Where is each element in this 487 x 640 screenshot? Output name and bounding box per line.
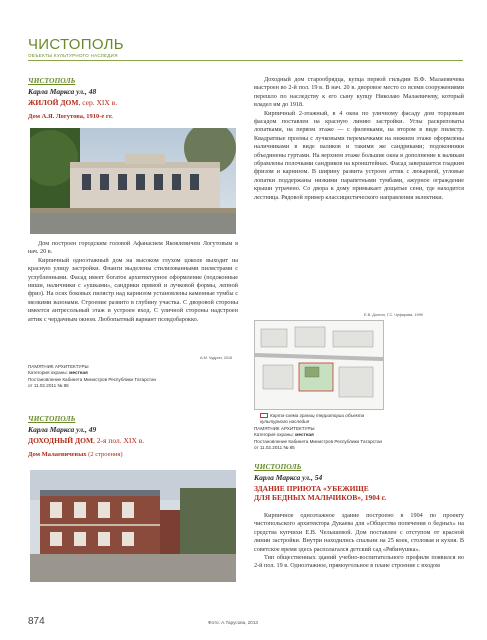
object-2-protection	[254, 426, 464, 452]
object-2-dom-rest: (2 строения)	[86, 451, 123, 458]
decree-date: от 11.02.2011 № 85	[28, 383, 69, 389]
object-1-title-rest: , сер. XIX в.	[78, 98, 118, 107]
object-1-dom: Дом А.Я. Логутова, 1910-е гг.	[28, 113, 113, 120]
site-map-drawing	[255, 321, 383, 409]
decree-text: Постановление Кабинета Министров Республики Татарстан	[254, 438, 383, 444]
category-value: местная	[295, 432, 314, 438]
object-2-title	[28, 436, 238, 445]
header-rule	[28, 60, 463, 61]
decree-date: от 11.02.2011 № 85	[254, 445, 295, 451]
object-2-paragraph: Кирпичный 2-этажный, в 4 окна по уличному фасаду дом торцовым фасадом поставлен на красную линию застройки. Углы раскреповаты лопатками, на первом этаже — с филенками, на втором в виде пилястр. Квадратные проемы с лучковыми перемычками на нижнем этаже оформлены наличниками в виде валиков и такими же сандриками; подоконники объединены гуртами. На верхнем этаже большие окна в дополнение к валикам обрамлены полочками сандриков на кронштейнах. Фасад завершается гладким фризом и карнизом. В ширину развита устроен аттик с люкарной, угловые лопатки поддержаны низкими парапетными тумбами, ажурное ограждение крыши утрачено. Со двора к дому примыкает дощатые сени, где находится лестница. Рядовой пример классицистического направления эклектики.	[254, 109, 464, 201]
category-label: Категория охраны:	[28, 370, 70, 376]
object-2-dom-main: Дом Малаевичевых	[28, 451, 87, 458]
object-2-photo	[30, 470, 236, 582]
object-2-title-main: ДОХОДНЫЙ ДОМ	[28, 436, 94, 445]
site-map	[254, 320, 384, 410]
object-2-heading	[28, 414, 238, 458]
object-3-text	[254, 512, 464, 571]
category-value: местная	[69, 370, 88, 376]
legend-swatch-icon	[260, 413, 268, 418]
object-3-title-line1: ЗДАНИЕ ПРИЮТА «УБЕЖИЩЕ	[254, 484, 369, 493]
map-caption	[260, 413, 390, 425]
page-number: 874	[28, 616, 45, 627]
object-3-title	[254, 484, 464, 502]
object-3-address: Карла Маркса ул., 54	[254, 473, 323, 482]
object-3-paragraph: Кирпичное одноэтажное здание построено в 1904 по проекту чистопольского архитектора Дукаева для «Общества попечения о бедных» на средства купчихи Е.В. Челышевой. Дом поставлен с отступом от красной линии застройки. Внутри находились спальни на 25 коек, столовая и кухня. В советское время здесь располагался детский сад «Рябинушка».	[254, 512, 464, 553]
monument-label: ПАМЯТНИК АРХИТЕКТУРЫ	[254, 426, 315, 431]
object-3-town: ЧИСТОПОЛЬ	[254, 462, 302, 471]
object-1-protection	[28, 364, 238, 390]
decree-text: Постановление Кабинета Министров Республики Татарстан	[28, 376, 157, 382]
object-1-text	[28, 240, 238, 324]
object-2-text	[254, 76, 464, 202]
object-2-paragraph: Доходный дом старообрядца, купца первой гильдии В.Ф. Малаевичева выстроен во 2-й пол. 19 в. В нач. 20 в. дворовое место со всеми сооружениями перешло по наследству к его сыну купцу Николаю Малаевичеву, который владел им до 1918.	[254, 76, 464, 109]
object-1-address: Карла Маркса ул., 48	[28, 87, 97, 96]
map-caption-text: Карта-схема границ территории объекта культурного наследия	[260, 413, 365, 424]
object-2-dom	[28, 451, 238, 458]
object-3-heading	[254, 462, 464, 502]
object-3-paragraph: Тип общественных зданий учебно-воспитательного профиля появился во 2-й пол. 19 в. Одноэтажное, прямоугольное в плане строение с входом	[254, 554, 464, 570]
house-2-photo-image	[30, 470, 236, 582]
object-2-title-rest: , 2-я пол. XIX в.	[93, 436, 145, 445]
footer-photo-credit: Фото: А.Тарусова, 2013	[208, 620, 258, 625]
object-1-paragraph: Дом построен городским головой Афанасием Яковлевичем Логутовым в нач. 20 в.	[28, 240, 238, 256]
object-2-town: ЧИСТОПОЛЬ	[28, 414, 76, 423]
object-1-paragraph: Кирпичный одноэтажный дом на высоком глухом цоколе выходит на красную улицу застройки. Фланги выделены стилизованными пилястрами с углубленными. Фасад имеет богатое архитектурное оформление (подоконные ниши, наличники с «ушками», сандрики прямой и лучковой формы, лепной фриз). На осях боковых пилястр над карнизом установлены каменные тумбы с мелкими вазонами. Строение развито в глубину участка. С дворовой стороны имеется антресольный этаж и устроен вход. С уличной стороны надстроен аттик с чердачным окном. Любопытный вариант псевдобарокко.	[28, 256, 238, 323]
object-1-title-main: ЖИЛОЙ ДОМ	[28, 98, 79, 107]
header-subtitle: ОБЪЕКТЫ КУЛЬТУРНОГО НАСЛЕДИЯ	[28, 53, 118, 58]
object-3-title-rest: , 1904 г.	[361, 493, 387, 502]
object-2-address: Карла Маркса ул., 49	[28, 425, 97, 434]
category-label: Категория охраны:	[254, 432, 296, 438]
object-3-title-line2	[254, 493, 464, 502]
object-1-town: ЧИСТОПОЛЬ	[28, 76, 76, 85]
map-credit: Е.В. Долгин, Г.С. Чуфарова, 1999	[364, 313, 423, 317]
house-photo-image	[30, 128, 236, 234]
monument-label: ПАМЯТНИК АРХИТЕКТУРЫ	[28, 364, 89, 369]
object-3-title-main: ДЛЯ БЕДНЫХ МАЛЬЧИКОВ»	[254, 493, 362, 502]
object-1-title	[28, 98, 238, 107]
object-1-photo-credit: А.М. Чудрин, 2016	[200, 356, 233, 360]
header-title: ЧИСТОПОЛЬ	[28, 36, 124, 53]
object-1-heading	[28, 76, 238, 120]
object-1-photo	[30, 128, 236, 234]
